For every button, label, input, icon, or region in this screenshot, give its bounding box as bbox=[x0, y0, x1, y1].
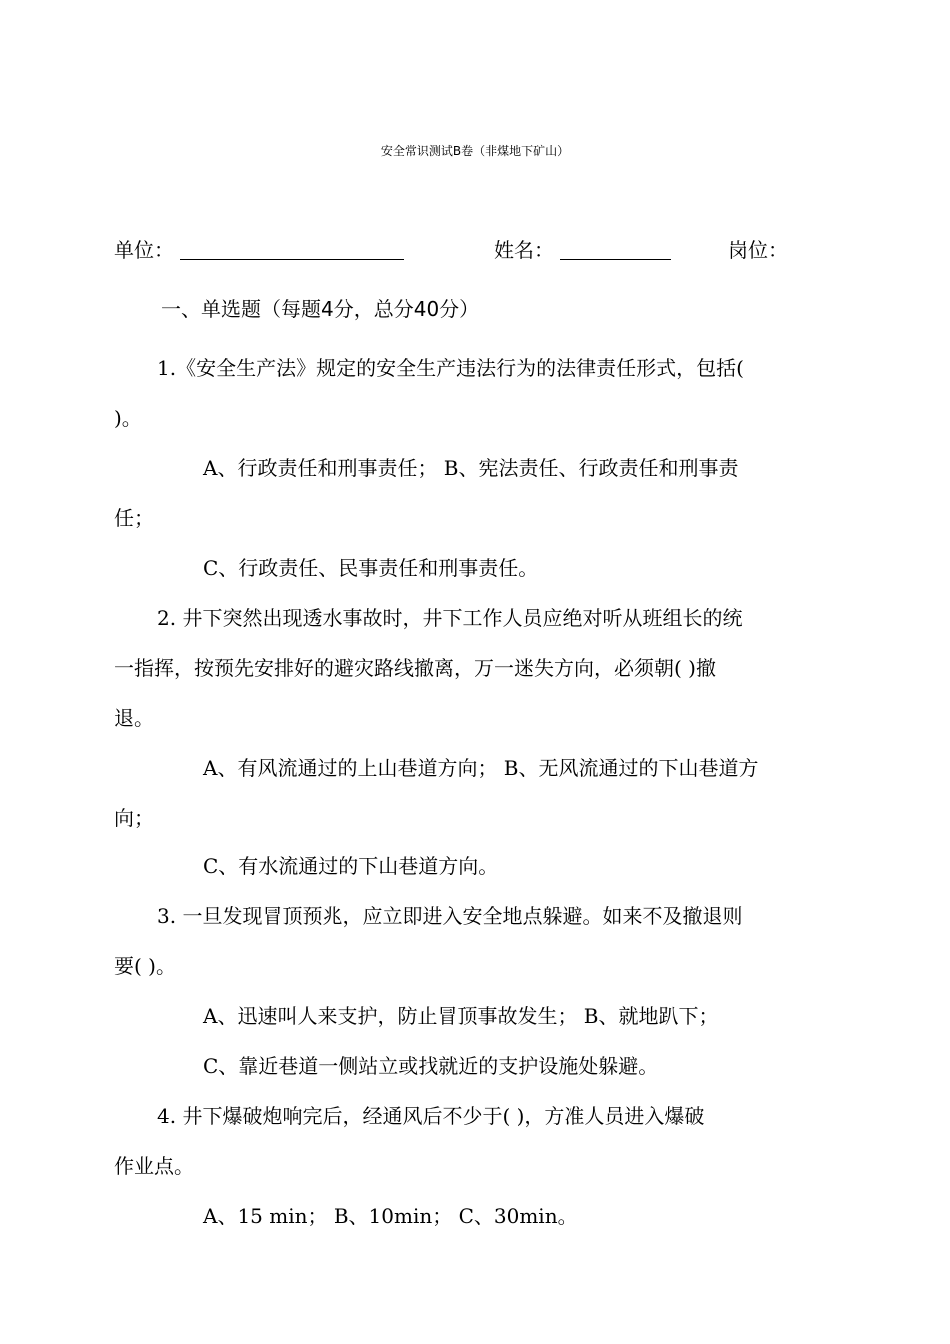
document-title: 安全常识测试B卷（非煤地下矿山） bbox=[380, 144, 570, 158]
section-heading: 一、单选题（每题4分，总分40分） bbox=[161, 297, 480, 321]
q3-options-line2: C、靠近巷道一侧站立或找就近的支护设施处躲避。 bbox=[203, 1054, 659, 1078]
q1-stem-line2: )。 bbox=[114, 406, 142, 430]
q3-stem-line1: 3. 一旦发现冒顶预兆，应立即进入安全地点躲避。如来不及撤退则 bbox=[157, 904, 743, 928]
name-label: 姓名： bbox=[494, 238, 554, 262]
q1-stem-line1: 1.《安全生产法》规定的安全生产违法行为的法律责任形式，包括( bbox=[157, 356, 744, 380]
q1-options-line1: A、行政责任和刑事责任； B、宪法责任、行政责任和刑事责 bbox=[203, 456, 739, 480]
unit-label: 单位： bbox=[114, 238, 174, 262]
name-blank-line bbox=[560, 259, 671, 260]
q4-stem-line1: 4. 井下爆破炮响完后，经通风后不少于( )，方准人员进入爆破 bbox=[157, 1104, 705, 1128]
unit-blank-line bbox=[180, 259, 404, 260]
q2-stem-line1: 2. 井下突然出现透水事故时，井下工作人员应绝对听从班组长的统 bbox=[157, 606, 743, 630]
q2-options-line1: A、有风流通过的上山巷道方向； B、无风流通过的下山巷道方 bbox=[203, 756, 759, 780]
q1-options-line2: 任； bbox=[114, 506, 154, 530]
q2-stem-line2: 一指挥，按预先安排好的避灾路线撤离，万一迷失方向，必须朝( )撤 bbox=[114, 656, 716, 680]
q4-options-line1: A、15 min； B、10min； C、30min。 bbox=[203, 1204, 578, 1228]
q2-options-line3: C、有水流通过的下山巷道方向。 bbox=[203, 854, 499, 878]
q1-options-line3: C、行政责任、民事责任和刑事责任。 bbox=[203, 556, 539, 580]
q4-stem-line2: 作业点。 bbox=[114, 1154, 194, 1178]
q2-stem-line3: 退。 bbox=[114, 706, 154, 730]
post-label: 岗位： bbox=[728, 238, 788, 262]
q3-stem-line2: 要( )。 bbox=[114, 954, 176, 978]
q3-options-line1: A、迅速叫人来支护，防止冒顶事故发生； B、就地趴下； bbox=[203, 1004, 719, 1028]
q2-options-line2: 向； bbox=[114, 806, 154, 830]
